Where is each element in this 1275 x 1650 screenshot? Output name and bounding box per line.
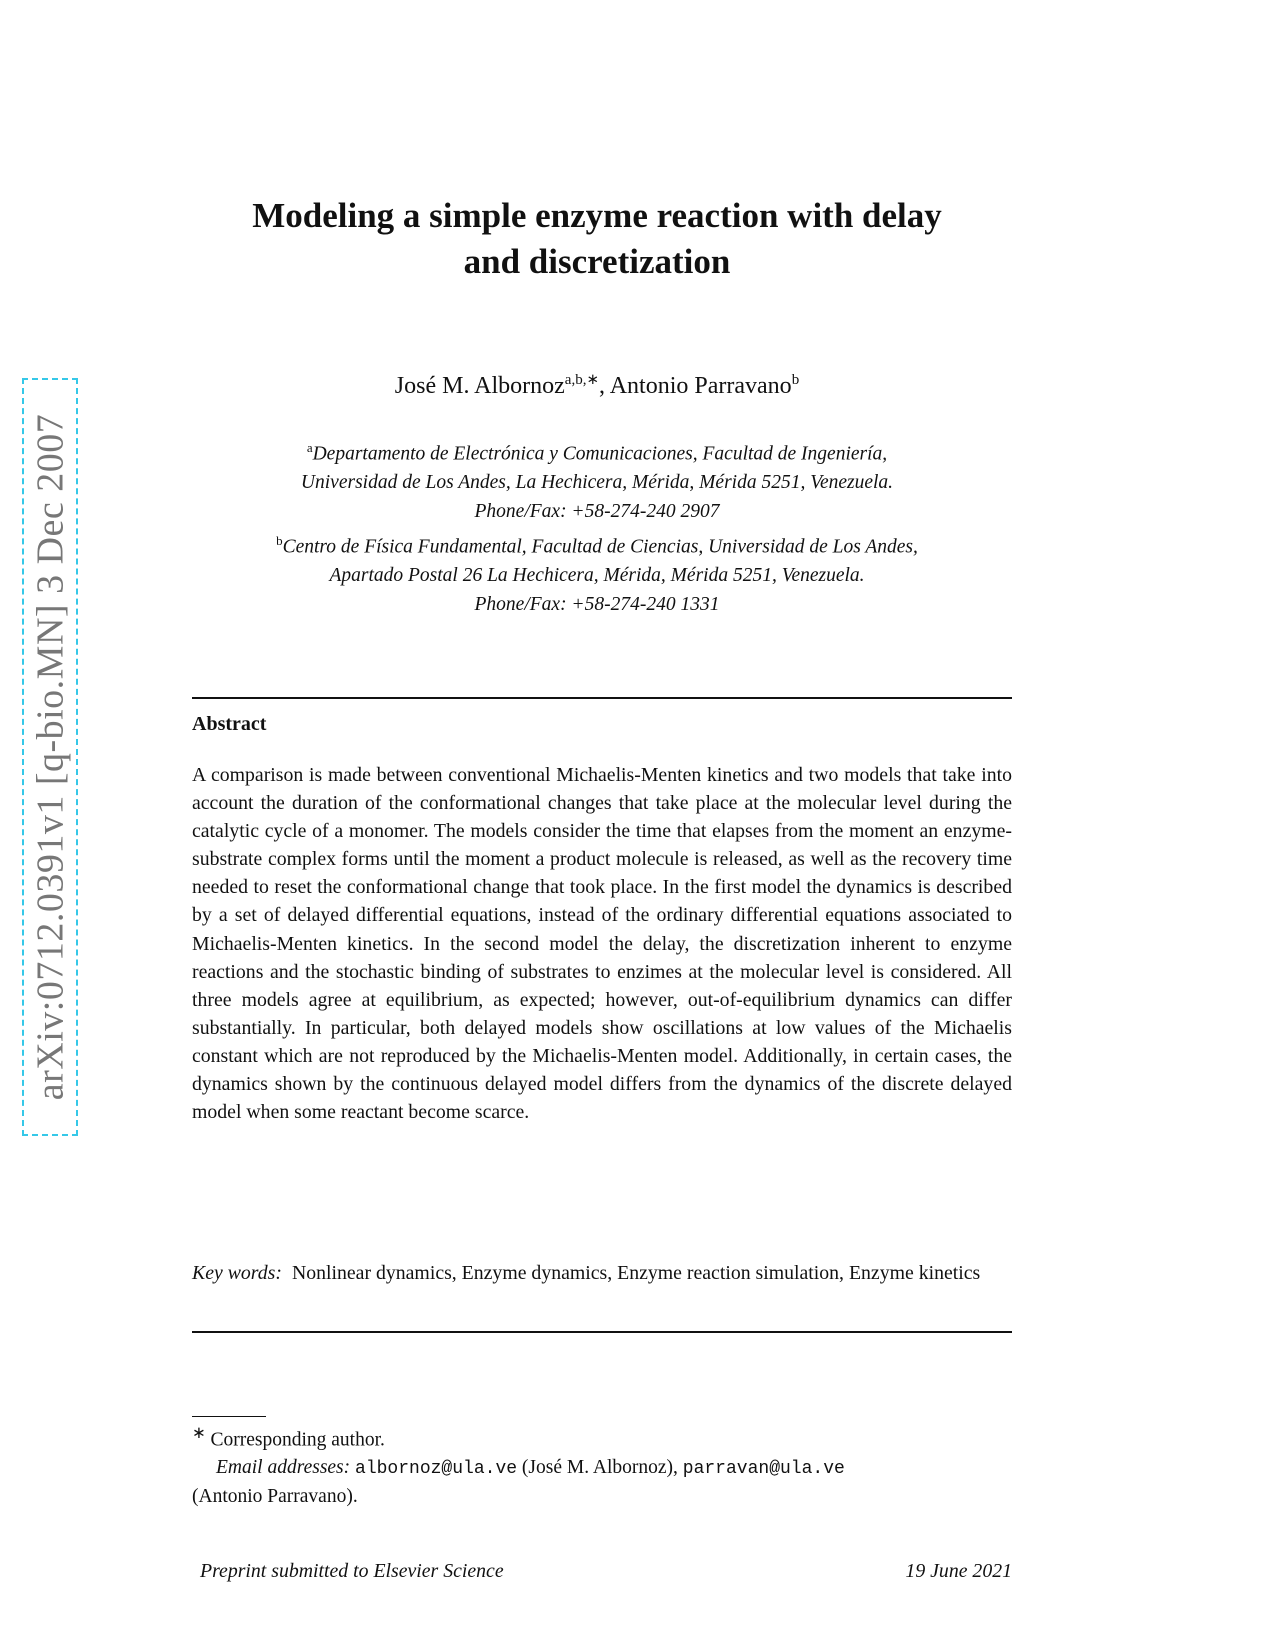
affiliation-a-line-1: Departamento de Electrónica y Comunicaciones, Facultad de Ingeniería, <box>312 443 888 465</box>
affiliation-b-line-2: Apartado Postal 26 La Hechicera, Mérida, Mérida 5251, Venezuela. <box>329 565 865 586</box>
affiliation-b-line-1: Centro de Física Fundamental, Facultad de Ciencias, Universidad de Los Andes, <box>282 536 918 558</box>
email-1-owner: (José M. Albornoz), <box>521 1456 678 1478</box>
arxiv-stamp-text: arXiv:0712.0391v1 [q-bio.MN] 3 Dec 2007 <box>29 413 72 1101</box>
paper-title <box>182 193 1012 285</box>
affiliation-a-phone: Phone/Fax: +58-274-240 2907 <box>474 500 720 522</box>
keywords-text: Nonlinear dynamics, Enzyme dynamics, Enzyme reaction simulation, Enzyme kinetics <box>291 1262 981 1284</box>
author-2-name: Antonio Parravano <box>609 373 792 399</box>
abstract-top-rule <box>192 697 1012 699</box>
affiliation-a-line-2: Universidad de Los Andes, La Hechicera, Mérida, Mérida 5251, Venezuela. <box>300 472 894 493</box>
abstract-bottom-rule <box>192 1331 1012 1333</box>
email-link-1[interactable]: albornoz@ula.ve <box>355 1458 518 1479</box>
footnote-rule <box>192 1416 266 1417</box>
keywords-label: Key words: <box>192 1262 282 1284</box>
author-1-sup: a,b,∗ <box>564 372 600 388</box>
footer-date: 19 June 2021 <box>905 1560 1012 1582</box>
footer-preprint: Preprint submitted to Elsevier Science <box>200 1560 504 1582</box>
author-2-sup: b <box>791 372 800 388</box>
keywords <box>192 1259 1012 1287</box>
title-line-2: and discretization <box>463 242 731 281</box>
page-footer <box>200 1560 1012 1583</box>
affiliation-b-mark: b <box>276 533 283 548</box>
affiliation-b-phone: Phone/Fax: +58-274-240 1331 <box>474 593 720 615</box>
footnote-email-label: Email addresses: <box>216 1456 351 1478</box>
title-line-1: Modeling a simple enzyme reaction with delay <box>252 196 942 235</box>
author-1-name: José M. Albornoz <box>394 373 565 399</box>
abstract-heading: Abstract <box>192 713 267 735</box>
footnote <box>192 1420 1012 1510</box>
footnote-corresponding: Corresponding author. <box>210 1429 385 1451</box>
affiliation-a-mark: a <box>306 440 313 455</box>
author-separator: , <box>599 373 610 399</box>
affiliation-b <box>182 527 1012 619</box>
affiliation-a <box>182 434 1012 526</box>
footnote-mark: ∗ <box>192 1424 206 1442</box>
authors <box>182 370 1012 400</box>
arxiv-stamp <box>22 378 78 1136</box>
email-2-owner: (Antonio Parravano). <box>192 1485 358 1507</box>
email-link-2[interactable]: parravan@ula.ve <box>682 1458 845 1479</box>
abstract-text: A comparison is made between conventional Michaelis-Menten kinetics and two models that take into account the duration of the conformational changes that take place at the molecular level during the catalytic cycle of a monomer. The models consider the time that elapses from the moment an enzyme-substrate complex forms until the moment a product molecule is released, as well as the recovery time needed to reset the conformational change that took place. In the first model the dynamics is described by a set of delayed differential equations, instead of the ordinary differential equations associated to Michaelis-Menten kinetics. In the second model the delay, the discretization inherent to enzyme reactions and the stochastic binding of substrates to enzimes at the molecular level is considered. All three models agree at equilibrium, as expected; however, out-of-equilibrium dynamics can differ substantially. In particular, both delayed models show oscillations at low values of the Michaelis constant which are not reproduced by the Michaelis-Menten model. Additionally, in certain cases, the dynamics shown by the continuous delayed model differs from the dynamics of the discrete delayed model when some reactant become scarce. <box>192 764 1012 1124</box>
